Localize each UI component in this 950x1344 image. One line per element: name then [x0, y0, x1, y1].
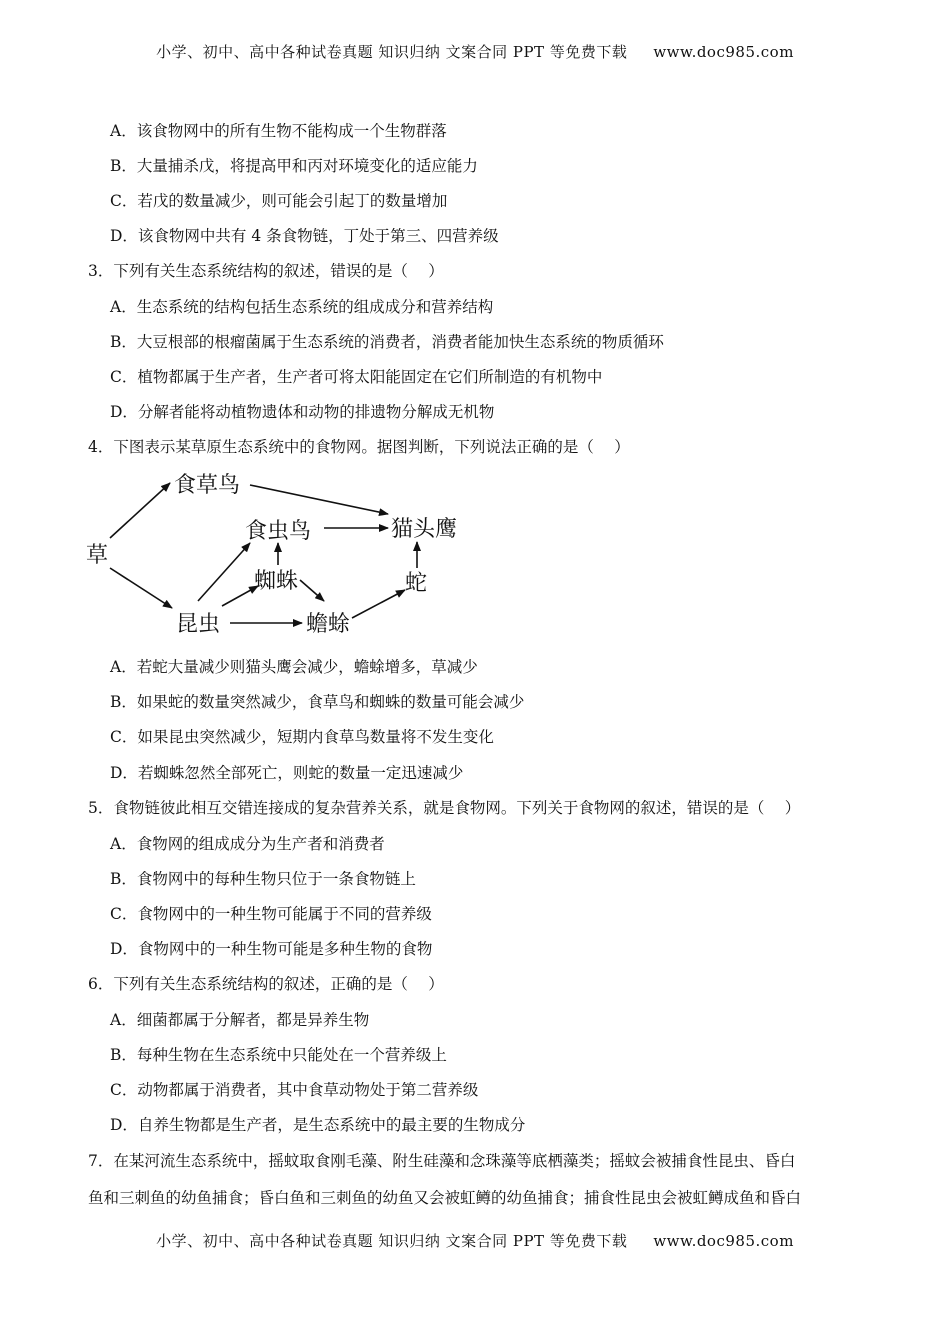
arrow-grass-to-grassbird: [110, 483, 170, 538]
q5-option-a: A．食物网的组成成分为生产者和消费者: [110, 835, 385, 853]
header-text: 小学、初中、高中各种试卷真题 知识归纳 文案合同 PPT 等免费下载: [156, 43, 628, 61]
arrow-grass-to-insect: [110, 568, 172, 608]
q4-option-d: D．若蜘蛛忽然全部死亡，则蛇的数量一定迅速减少: [110, 764, 464, 782]
node-insect: 昆虫: [176, 612, 221, 637]
q7-line-1: 7．在某河流生态系统中，摇蚊取食刚毛藻、附生硅藻和念珠藻等底栖藻类；摇蚊会被捕食性昆虫、昏白: [88, 1152, 796, 1170]
arrow-insect-to-spider: [222, 586, 258, 606]
q4-stem: 4．下图表示某草原生态系统中的食物网。据图判断，下列说法正确的是（ ）: [88, 438, 630, 456]
q6-stem: 6．下列有关生态系统结构的叙述，正确的是（ ）: [88, 975, 444, 993]
node-insect-bird: 食虫鸟: [245, 519, 312, 544]
q6-option-c: C．动物都属于消费者，其中食草动物处于第二营养级: [110, 1081, 479, 1099]
node-toad: 蟾蜍: [306, 612, 351, 637]
q3-option-d: D．分解者能将动植物遗体和动物的排遗物分解成无机物: [110, 403, 495, 421]
q4-option-a: A．若蛇大量减少则猫头鹰会减少，蟾蜍增多，草减少: [110, 658, 478, 676]
arrow-insect-to-insectbird: [198, 543, 250, 601]
node-grass: 草: [86, 543, 109, 568]
food-web-diagram: [80, 458, 480, 646]
q6-option-a: A．细菌都属于分解者，都是异养生物: [110, 1011, 370, 1029]
q2-option-c: C．若戊的数量减少，则可能会引起丁的数量增加: [110, 192, 448, 210]
q4-option-c: C．如果昆虫突然减少，短期内食草鸟数量将不发生变化: [110, 728, 494, 746]
node-grass-bird: 食草鸟: [174, 473, 241, 498]
node-spider: 蜘蛛: [254, 569, 299, 594]
footer-url[interactable]: www.doc985.com: [653, 1232, 794, 1250]
q5-option-b: B．食物网中的每种生物只位于一条食物链上: [110, 870, 416, 888]
q4-option-b: B．如果蛇的数量突然减少，食草鸟和蜘蛛的数量可能会减少: [110, 693, 525, 711]
q2-option-a: A．该食物网中的所有生物不能构成一个生物群落: [110, 122, 447, 140]
q3-stem: 3．下列有关生态系统结构的叙述，错误的是（ ）: [88, 262, 444, 280]
q5-option-c: C．食物网中的一种生物可能属于不同的营养级: [110, 905, 432, 923]
q2-option-d: D．该食物网中共有 4 条食物链，丁处于第三、四营养级: [110, 227, 499, 245]
header-url[interactable]: www.doc985.com: [653, 43, 794, 61]
q6-option-d: D．自养生物都是生产者，是生态系统中的最主要的生物成分: [110, 1116, 526, 1134]
q2-option-b: B．大量捕杀戊，将提高甲和丙对环境变化的适应能力: [110, 157, 478, 175]
q5-option-d: D．食物网中的一种生物可能是多种生物的食物: [110, 940, 433, 958]
arrow-spider-to-toad: [300, 580, 324, 601]
page-footer: [0, 1230, 950, 1251]
q6-option-b: B．每种生物在生态系统中只能处在一个营养级上: [110, 1046, 447, 1064]
q3-option-b: B．大豆根部的根瘤菌属于生态系统的消费者，消费者能加快生态系统的物质循环: [110, 333, 664, 351]
page-header: [0, 41, 950, 62]
q7-line-2: 鱼和三刺鱼的幼鱼捕食；昏白鱼和三刺鱼的幼鱼又会被虹鳟的幼鱼捕食；捕食性昆虫会被虹鳟成鱼和昏白: [88, 1189, 802, 1207]
node-snake: 蛇: [405, 571, 428, 596]
node-owl: 猫头鹰: [391, 517, 458, 542]
q3-option-a: A．生态系统的结构包括生态系统的组成成分和营养结构: [110, 298, 494, 316]
arrow-grassbird-to-owl: [250, 485, 388, 514]
footer-text: 小学、初中、高中各种试卷真题 知识归纳 文案合同 PPT 等免费下载: [156, 1232, 628, 1250]
arrow-toad-to-snake: [352, 590, 405, 618]
q5-stem: 5．食物链彼此相互交错连接成的复杂营养关系，就是食物网。下列关于食物网的叙述，错误的是（ ）: [88, 799, 801, 817]
q3-option-c: C．植物都属于生产者，生产者可将太阳能固定在它们所制造的有机物中: [110, 368, 603, 386]
